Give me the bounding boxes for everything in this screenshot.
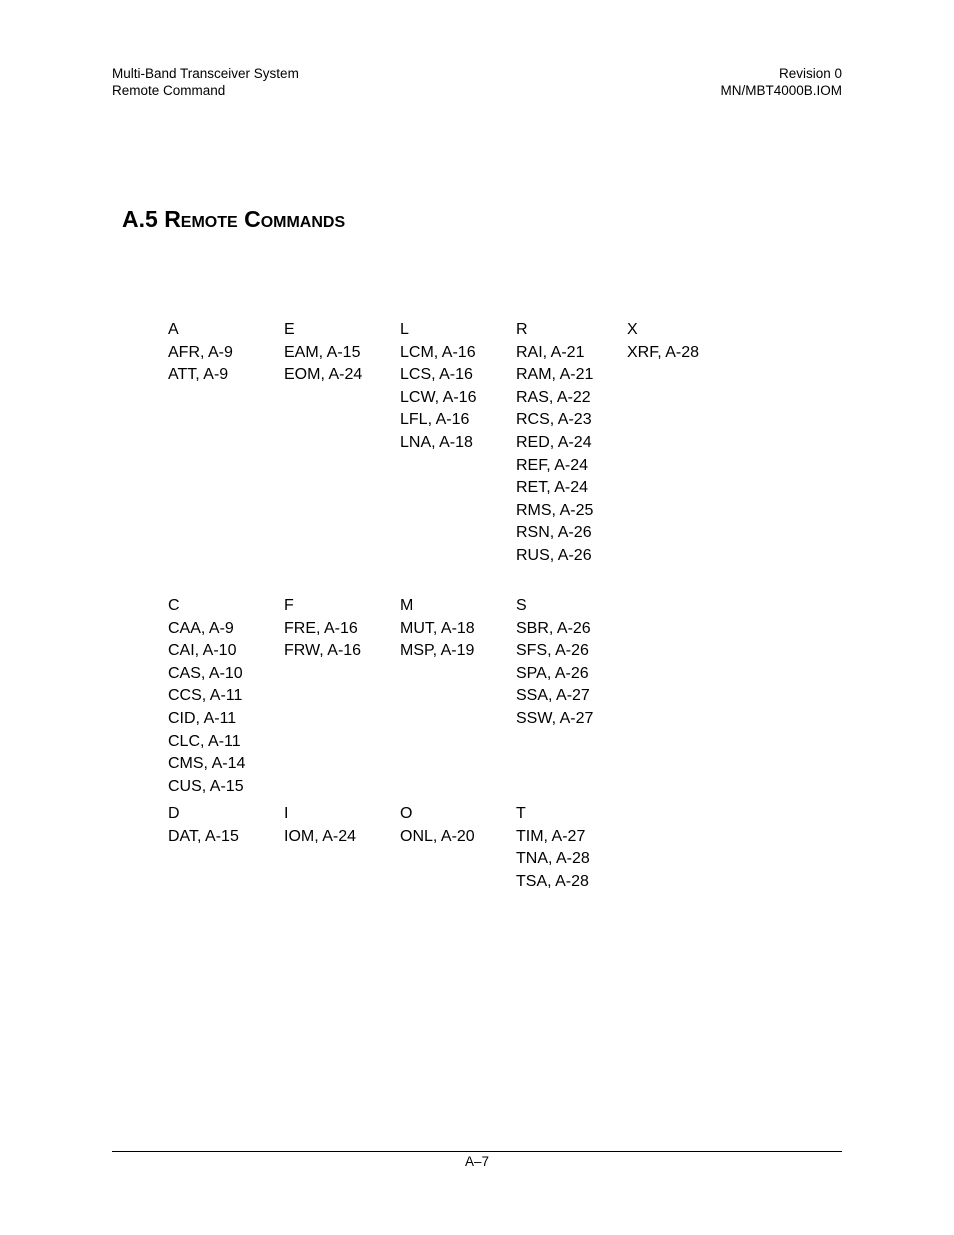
index-letter: M [400,597,414,614]
index-letter: C [168,597,180,614]
running-header-right [720,66,842,99]
index-letter: O [400,805,413,822]
index-letter: A [168,321,179,338]
document-title: Multi-Band Transceiver System [112,66,299,81]
index-letter: E [284,321,295,338]
index-letter: F [284,597,294,614]
index-entry: AFR, A-9 [168,343,233,361]
section-heading [122,206,345,233]
index-entry: REF, A-24 [516,456,589,474]
index-entry: LFL, A-16 [400,411,470,429]
index-entry: CAI, A-10 [168,642,237,660]
index-column [284,803,399,848]
running-header-left [112,66,299,99]
index-letter: S [516,597,527,614]
index-column [400,803,515,848]
index-entry: CCS, A-11 [168,687,243,705]
section-number: A.5 [122,206,158,232]
index-entry: SPA, A-26 [516,664,589,682]
chapter-title: Remote Command [112,82,226,98]
index-entry: TSA, A-28 [516,872,589,890]
index-entry: RAI, A-21 [516,343,585,361]
index-column [400,595,515,663]
index-entry: RET, A-24 [516,479,589,497]
index-entry: EOM, A-24 [284,366,363,384]
page-number: A–7 [464,1154,490,1169]
index-entry: RCS, A-23 [516,411,592,429]
index-entry: IOM, A-24 [284,827,357,845]
index-entry: ONL, A-20 [400,827,475,845]
index-column [516,319,631,568]
index-letter: L [400,321,409,338]
index-entry: TIM, A-27 [516,827,586,845]
index-column [400,319,515,455]
index-column [284,595,399,663]
index-entry: CID, A-11 [168,709,237,727]
index-entry: FRW, A-16 [284,642,362,660]
index-column [627,319,742,364]
index-entry: FRE, A-16 [284,619,358,637]
index-entry: SFS, A-26 [516,642,589,660]
index-entry: SSW, A-27 [516,709,594,727]
index-letter: X [627,321,638,338]
index-entry: LCW, A-16 [400,388,477,406]
index-entry: RMS, A-25 [516,501,594,519]
index-entry: LNA, A-18 [400,433,473,451]
index-column [168,319,283,387]
index-letter: R [516,321,528,338]
index-entry: LCM, A-16 [400,343,476,361]
index-letter: T [516,805,526,822]
index-entry: RED, A-24 [516,433,592,451]
index-entry: RAM, A-21 [516,366,594,384]
index-entry: RAS, A-22 [516,388,591,406]
index-entry: SSA, A-27 [516,687,590,705]
index-entry: CAS, A-10 [168,664,243,682]
index-letter: I [284,805,289,822]
index-entry: RUS, A-26 [516,546,592,564]
index-entry: EAM, A-15 [284,343,361,361]
index-entry: XRF, A-28 [627,343,700,361]
index-entry: ATT, A-9 [168,366,229,384]
footer-rule [112,1151,842,1152]
index-entry: RSN, A-26 [516,524,592,542]
index-letter: D [168,805,180,822]
document-number: MN/MBT4000B.IOM [720,82,842,98]
index-entry: SBR, A-26 [516,619,591,637]
index-entry: CUS, A-15 [168,777,244,795]
index-entry: CMS, A-14 [168,755,246,773]
index-column [168,595,283,798]
index-entry: MUT, A-18 [400,619,475,637]
index-column [284,319,399,387]
section-title-text: Remote Commands [164,206,346,232]
index-column [516,595,631,731]
index-column [516,803,631,893]
index-entry: LCS, A-16 [400,366,473,384]
index-entry: CAA, A-9 [168,619,234,637]
index-entry: MSP, A-19 [400,642,475,660]
revision-label: Revision 0 [778,66,842,81]
index-entry: DAT, A-15 [168,827,239,845]
index-entry: CLC, A-11 [168,732,241,750]
index-column [168,803,283,848]
index-entry: TNA, A-28 [516,850,590,868]
